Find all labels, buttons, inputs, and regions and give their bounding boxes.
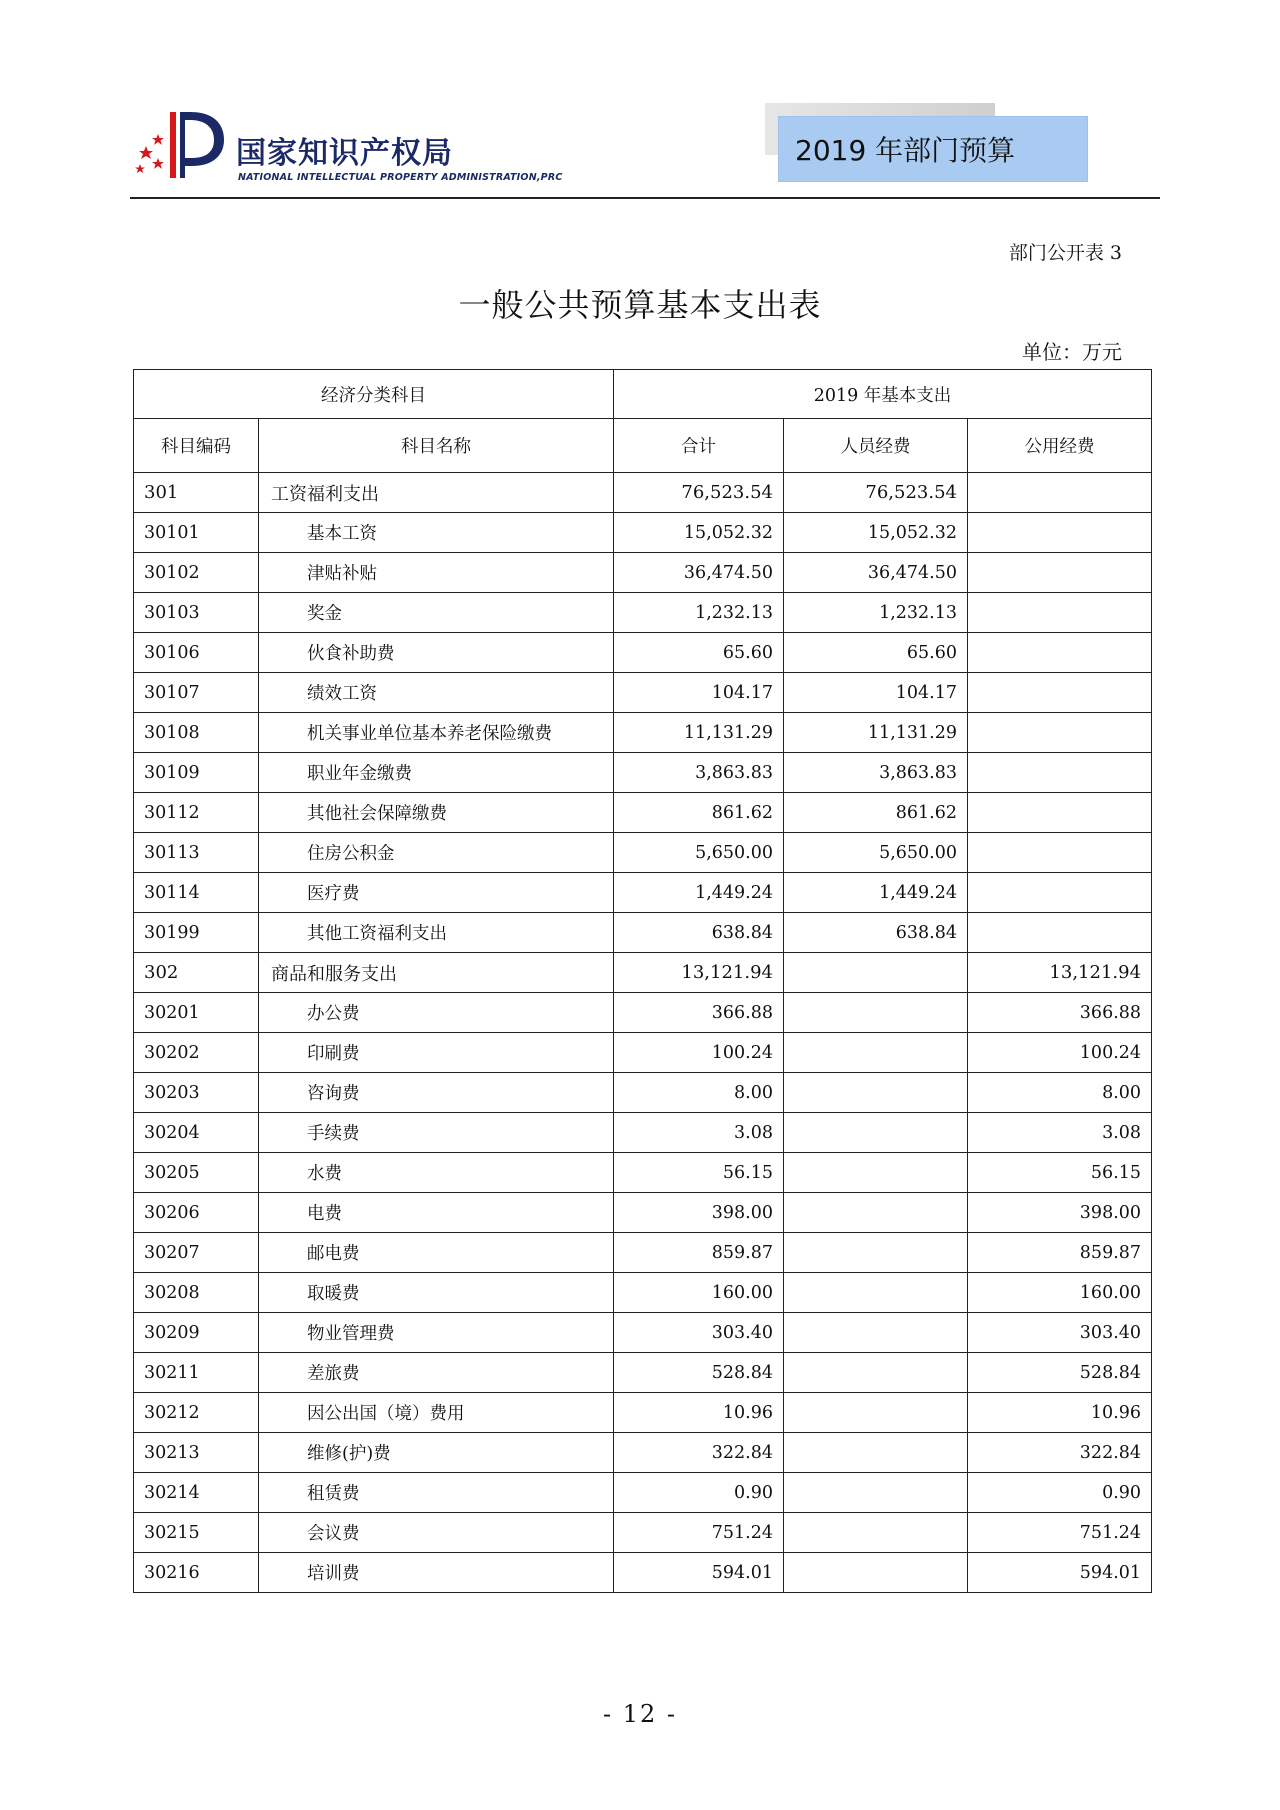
cell-personnel: [784, 1473, 968, 1513]
cell-personnel: [784, 1353, 968, 1393]
cell-code: 30107: [134, 673, 259, 713]
cell-code: 30212: [134, 1393, 259, 1433]
cell-name: 电费: [259, 1193, 614, 1233]
cell-personnel: 15,052.32: [784, 513, 968, 553]
cell-name: 工资福利支出: [259, 473, 614, 513]
cell-total: 160.00: [614, 1273, 784, 1313]
table-header-row: [134, 419, 1152, 473]
cell-total: 366.88: [614, 993, 784, 1033]
cell-name: 职业年金缴费: [259, 753, 614, 793]
cell-personnel: 104.17: [784, 673, 968, 713]
cell-personnel: [784, 1113, 968, 1153]
cell-total: 528.84: [614, 1353, 784, 1393]
cell-code: 30108: [134, 713, 259, 753]
table-row: [134, 1193, 1152, 1233]
table-row: [134, 1233, 1152, 1273]
cell-code: 30216: [134, 1553, 259, 1593]
cell-personnel: [784, 1233, 968, 1273]
table-row: [134, 633, 1152, 673]
table-row: [134, 1313, 1152, 1353]
cell-code: 30103: [134, 593, 259, 633]
cell-public: 366.88: [968, 993, 1152, 1033]
cell-name: 奖金: [259, 593, 614, 633]
cell-personnel: 5,650.00: [784, 833, 968, 873]
cell-total: 3.08: [614, 1113, 784, 1153]
cell-name: 维修(护)费: [259, 1433, 614, 1473]
cell-personnel: 1,232.13: [784, 593, 968, 633]
cell-name: 基本工资: [259, 513, 614, 553]
cell-name: 差旅费: [259, 1353, 614, 1393]
cell-personnel: [784, 1393, 968, 1433]
cell-name: 医疗费: [259, 873, 614, 913]
cell-name: 印刷费: [259, 1033, 614, 1073]
cell-total: 15,052.32: [614, 513, 784, 553]
header-basic-expenditure: 2019 年基本支出: [614, 370, 1152, 419]
page-number: - 12 -: [602, 1700, 677, 1728]
header-code: 科目编码: [134, 419, 259, 473]
cell-public: [968, 593, 1152, 633]
cell-personnel: 36,474.50: [784, 553, 968, 593]
cell-name: 因公出国（境）费用: [259, 1393, 614, 1433]
cell-name: 机关事业单位基本养老保险缴费: [259, 713, 614, 753]
cell-code: 30204: [134, 1113, 259, 1153]
table-row: [134, 833, 1152, 873]
cell-total: 1,449.24: [614, 873, 784, 913]
page-header: [130, 100, 1160, 200]
cell-total: 3,863.83: [614, 753, 784, 793]
cell-code: 30106: [134, 633, 259, 673]
cell-name: 商品和服务支出: [259, 953, 614, 993]
page-title: 一般公共预算基本支出表: [458, 286, 822, 324]
cell-name: 其他社会保障缴费: [259, 793, 614, 833]
cell-public: 10.96: [968, 1393, 1152, 1433]
cell-total: 303.40: [614, 1313, 784, 1353]
table-row: [134, 1073, 1152, 1113]
cell-public: 0.90: [968, 1473, 1152, 1513]
category-row: [134, 473, 1152, 513]
org-name-cn: 国家知识产权局: [236, 136, 453, 171]
cell-public: 528.84: [968, 1353, 1152, 1393]
cell-personnel: 638.84: [784, 913, 968, 953]
cell-code: 30214: [134, 1473, 259, 1513]
cell-public: [968, 833, 1152, 873]
cell-public: 3.08: [968, 1113, 1152, 1153]
header-name: 科目名称: [259, 419, 614, 473]
table-row: [134, 1033, 1152, 1073]
cell-total: 56.15: [614, 1153, 784, 1193]
cell-code: 30102: [134, 553, 259, 593]
cell-total: 594.01: [614, 1553, 784, 1593]
cell-total: 638.84: [614, 913, 784, 953]
table-row: [134, 1113, 1152, 1153]
cell-personnel: [784, 1433, 968, 1473]
cell-code: 30211: [134, 1353, 259, 1393]
table-row: [134, 793, 1152, 833]
table-row: [134, 873, 1152, 913]
cell-code: 301: [134, 473, 259, 513]
cell-code: 30206: [134, 1193, 259, 1233]
cell-name: 手续费: [259, 1113, 614, 1153]
cell-total: 5,650.00: [614, 833, 784, 873]
cnipa-logo: [132, 106, 732, 186]
cell-personnel: [784, 953, 968, 993]
cell-personnel: [784, 1153, 968, 1193]
cell-personnel: [784, 1033, 968, 1073]
cell-public: 398.00: [968, 1193, 1152, 1233]
cell-code: 30208: [134, 1273, 259, 1313]
table-row: [134, 673, 1152, 713]
cell-code: 30109: [134, 753, 259, 793]
table-row: [134, 1393, 1152, 1433]
cell-name: 水费: [259, 1153, 614, 1193]
cell-personnel: 1,449.24: [784, 873, 968, 913]
table-row: [134, 1513, 1152, 1553]
cell-public: 13,121.94: [968, 953, 1152, 993]
cell-public: 322.84: [968, 1433, 1152, 1473]
cell-code: 30205: [134, 1153, 259, 1193]
cell-name: 培训费: [259, 1553, 614, 1593]
cell-personnel: [784, 1193, 968, 1233]
cell-public: [968, 753, 1152, 793]
cell-personnel: [784, 1553, 968, 1593]
cell-personnel: [784, 1073, 968, 1113]
cell-total: 76,523.54: [614, 473, 784, 513]
cell-personnel: 861.62: [784, 793, 968, 833]
table-number: 部门公开表 3: [1008, 242, 1122, 264]
cell-public: 56.15: [968, 1153, 1152, 1193]
cell-public: 100.24: [968, 1033, 1152, 1073]
cell-personnel: 76,523.54: [784, 473, 968, 513]
table-row: [134, 1353, 1152, 1393]
cell-code: 30202: [134, 1033, 259, 1073]
cell-total: 322.84: [614, 1433, 784, 1473]
cell-public: [968, 513, 1152, 553]
table-row: [134, 593, 1152, 633]
cell-public: [968, 713, 1152, 753]
header-divider: [130, 197, 1160, 199]
cell-code: 30213: [134, 1433, 259, 1473]
cell-code: 30209: [134, 1313, 259, 1353]
table-row: [134, 913, 1152, 953]
logo-emblem-icon: [132, 106, 232, 186]
header-economic-classification: 经济分类科目: [134, 370, 614, 419]
cell-code: 30215: [134, 1513, 259, 1553]
header-total: 合计: [614, 419, 784, 473]
budget-year-badge: 2019 年部门预算: [778, 116, 1088, 182]
cell-name: 取暖费: [259, 1273, 614, 1313]
table-row: [134, 753, 1152, 793]
org-name-en: NATIONAL INTELLECTUAL PROPERTY ADMINISTRATION,PRC: [238, 172, 563, 183]
cell-name: 办公费: [259, 993, 614, 1033]
cell-public: [968, 553, 1152, 593]
table-row: [134, 1553, 1152, 1593]
budget-table: [133, 369, 1152, 1593]
cell-total: 104.17: [614, 673, 784, 713]
cell-name: 伙食补助费: [259, 633, 614, 673]
table-row: [134, 1153, 1152, 1193]
cell-name: 物业管理费: [259, 1313, 614, 1353]
cell-public: [968, 473, 1152, 513]
category-row: [134, 953, 1152, 993]
table-row: [134, 553, 1152, 593]
cell-code: 302: [134, 953, 259, 993]
table-row: [134, 1433, 1152, 1473]
table-row: [134, 993, 1152, 1033]
cell-personnel: [784, 1273, 968, 1313]
cell-total: 36,474.50: [614, 553, 784, 593]
cell-public: 160.00: [968, 1273, 1152, 1313]
cell-name: 津贴补贴: [259, 553, 614, 593]
cell-total: 10.96: [614, 1393, 784, 1433]
cell-name: 会议费: [259, 1513, 614, 1553]
table-row: [134, 713, 1152, 753]
cell-code: 30203: [134, 1073, 259, 1113]
cell-total: 11,131.29: [614, 713, 784, 753]
table-row: [134, 1473, 1152, 1513]
cell-code: 30101: [134, 513, 259, 553]
cell-total: 751.24: [614, 1513, 784, 1553]
cell-code: 30201: [134, 993, 259, 1033]
header-personnel: 人员经费: [784, 419, 968, 473]
cell-public: 859.87: [968, 1233, 1152, 1273]
cell-personnel: 3,863.83: [784, 753, 968, 793]
unit-label: 单位：万元: [1022, 340, 1122, 364]
cell-personnel: [784, 1513, 968, 1553]
cell-personnel: [784, 1313, 968, 1353]
cell-name: 咨询费: [259, 1073, 614, 1113]
cell-personnel: [784, 993, 968, 1033]
cell-total: 398.00: [614, 1193, 784, 1233]
cell-public: [968, 633, 1152, 673]
cell-total: 861.62: [614, 793, 784, 833]
cell-total: 1,232.13: [614, 593, 784, 633]
cell-total: 859.87: [614, 1233, 784, 1273]
cell-code: 30112: [134, 793, 259, 833]
cell-public: [968, 673, 1152, 713]
cell-name: 邮电费: [259, 1233, 614, 1273]
cell-total: 8.00: [614, 1073, 784, 1113]
cell-total: 100.24: [614, 1033, 784, 1073]
cell-total: 65.60: [614, 633, 784, 673]
cell-personnel: 65.60: [784, 633, 968, 673]
cell-public: 8.00: [968, 1073, 1152, 1113]
cell-total: 0.90: [614, 1473, 784, 1513]
cell-code: 30113: [134, 833, 259, 873]
cell-public: 303.40: [968, 1313, 1152, 1353]
cell-public: [968, 913, 1152, 953]
cell-public: 751.24: [968, 1513, 1152, 1553]
cell-name: 绩效工资: [259, 673, 614, 713]
header-public: 公用经费: [968, 419, 1152, 473]
table-header-group-row: [134, 370, 1152, 419]
cell-code: 30199: [134, 913, 259, 953]
cell-public: 594.01: [968, 1553, 1152, 1593]
cell-total: 13,121.94: [614, 953, 784, 993]
table-row: [134, 513, 1152, 553]
cell-code: 30207: [134, 1233, 259, 1273]
cell-name: 其他工资福利支出: [259, 913, 614, 953]
cell-name: 租赁费: [259, 1473, 614, 1513]
cell-public: [968, 873, 1152, 913]
table-row: [134, 1273, 1152, 1313]
cell-personnel: 11,131.29: [784, 713, 968, 753]
cell-public: [968, 793, 1152, 833]
cell-code: 30114: [134, 873, 259, 913]
cell-name: 住房公积金: [259, 833, 614, 873]
